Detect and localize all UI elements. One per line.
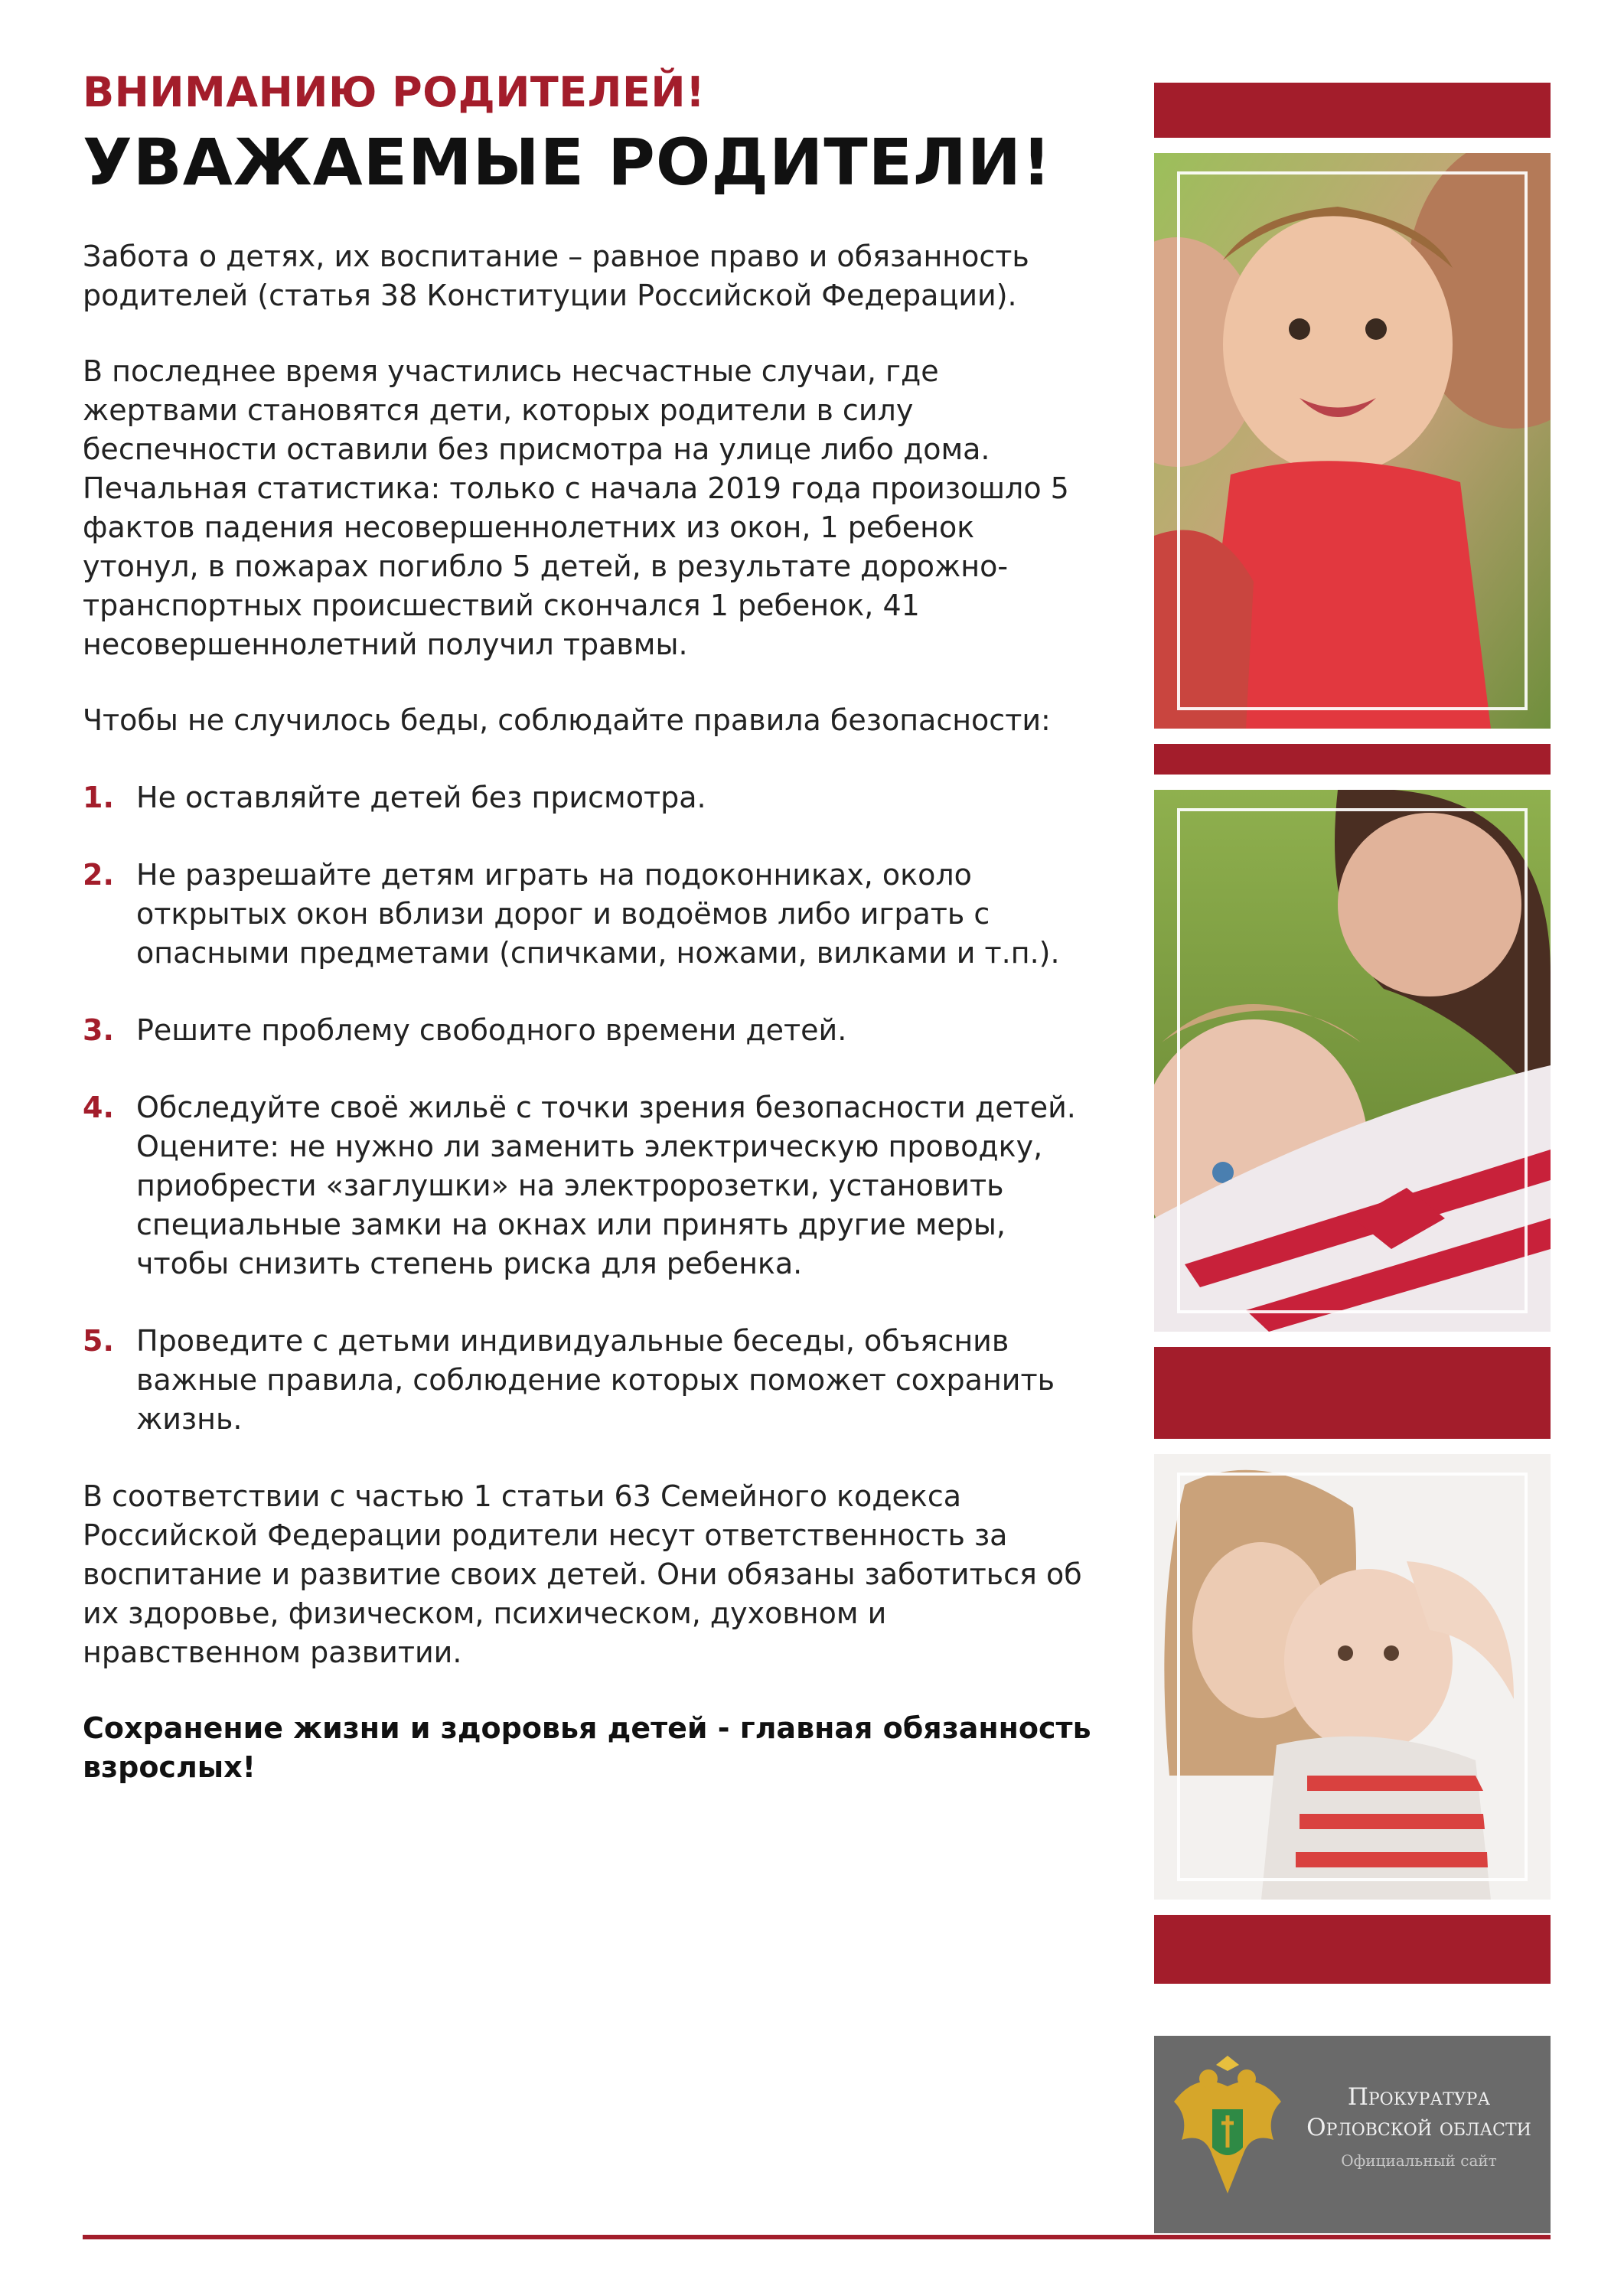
logo-subtitle: Официальный сайт (1341, 2151, 1497, 2170)
logo-line-1: Прокуратура (1347, 2083, 1491, 2111)
intro-paragraph-1: Забота о детях, их воспитание – равное право и обязанность родителей (статья 38 Конституции Российской Федерации). (83, 240, 1029, 312)
safety-rules-list (83, 778, 1093, 1439)
accent-bar (1154, 1915, 1551, 1984)
outro-paragraph: В соответствии с частью 1 статьи 63 Семейного кодекса Российской Федерации родители несут ответственность за воспитание и развитие своих детей. Они обязаны заботиться об их здоровье, физическом, психическом, духовном и нравственном развитии. (83, 1479, 1082, 1669)
accent-bar (1154, 744, 1551, 775)
list-number: 4. (83, 1091, 114, 1124)
logo-title (1298, 2082, 1540, 2143)
main-text-column (83, 69, 1093, 1787)
photo-column (1154, 0, 1551, 2296)
list-number: 1. (83, 781, 114, 814)
list-item (83, 856, 1093, 973)
intro-paragraph-3: Чтобы не случилось беды, соблюдайте правила безопасности: (83, 703, 1051, 737)
mother-baby-photo (1154, 1454, 1551, 1900)
closing-statement: Сохранение жизни и здоровья детей - главная обязанность взрослых! (83, 1711, 1091, 1784)
list-item (83, 1088, 1093, 1283)
list-number: 5. (83, 1324, 114, 1358)
list-item (83, 778, 1093, 817)
list-item-text: Не разрешайте детям играть на подоконниках, около открытых окон вблизи дорог и водоёмов либо играть с опасными предметами (спичками, ножами, вилками и т.п.). (136, 858, 1060, 970)
intro-paragraph-2: В последнее время участились несчастные случаи, где жертвами становятся дети, которых родители в силу беспечности оставили без присмотра на улице либо дома. Печальная статистика: только с начала 2019 года произошло 5 фактов падения несовершеннолетних из окон, 1 ребенок утонул, в пожарах погибло 5 детей, в результате дорожно-транспортных происшествий скончался 1 ребенок, 41 несовершеннолетний получил травмы. (83, 354, 1069, 661)
list-item (83, 1011, 1093, 1050)
list-item-text: Проведите с детьми индивидуальные беседы, объяснив важные правила, соблюдение которых поможет сохранить жизнь. (136, 1324, 1055, 1436)
mother-child-photo (1154, 790, 1551, 1332)
family-kiss-photo (1154, 153, 1551, 729)
accent-bar (1154, 1347, 1551, 1439)
list-item-text: Обследуйте своё жильё с точки зрения безопасности детей. Оцените: не нужно ли заменить электрическую проводку, приобрести «заглушки» на электророзетки, установить специальные замки на окнах или принять другие меры, чтобы снизить степень риска для ребенка. (136, 1091, 1076, 1280)
list-number: 3. (83, 1013, 114, 1047)
list-item-text: Решите проблему свободного времени детей. (136, 1013, 847, 1047)
page-title: УВАЖАЕМЫЕ РОДИТЕЛИ! (83, 125, 1052, 200)
double-headed-eagle-icon (1166, 2056, 1289, 2209)
accent-bar (1154, 83, 1551, 138)
bottom-divider (83, 2235, 1551, 2239)
list-item-text: Не оставляйте детей без присмотра. (136, 781, 706, 814)
attention-heading: ВНИМАНИЮ РОДИТЕЛЕЙ! (83, 68, 706, 116)
list-item (83, 1322, 1093, 1439)
prosecutor-logo-banner (1154, 2036, 1551, 2233)
list-number: 2. (83, 858, 114, 892)
logo-line-2: Орловской области (1306, 2114, 1531, 2141)
